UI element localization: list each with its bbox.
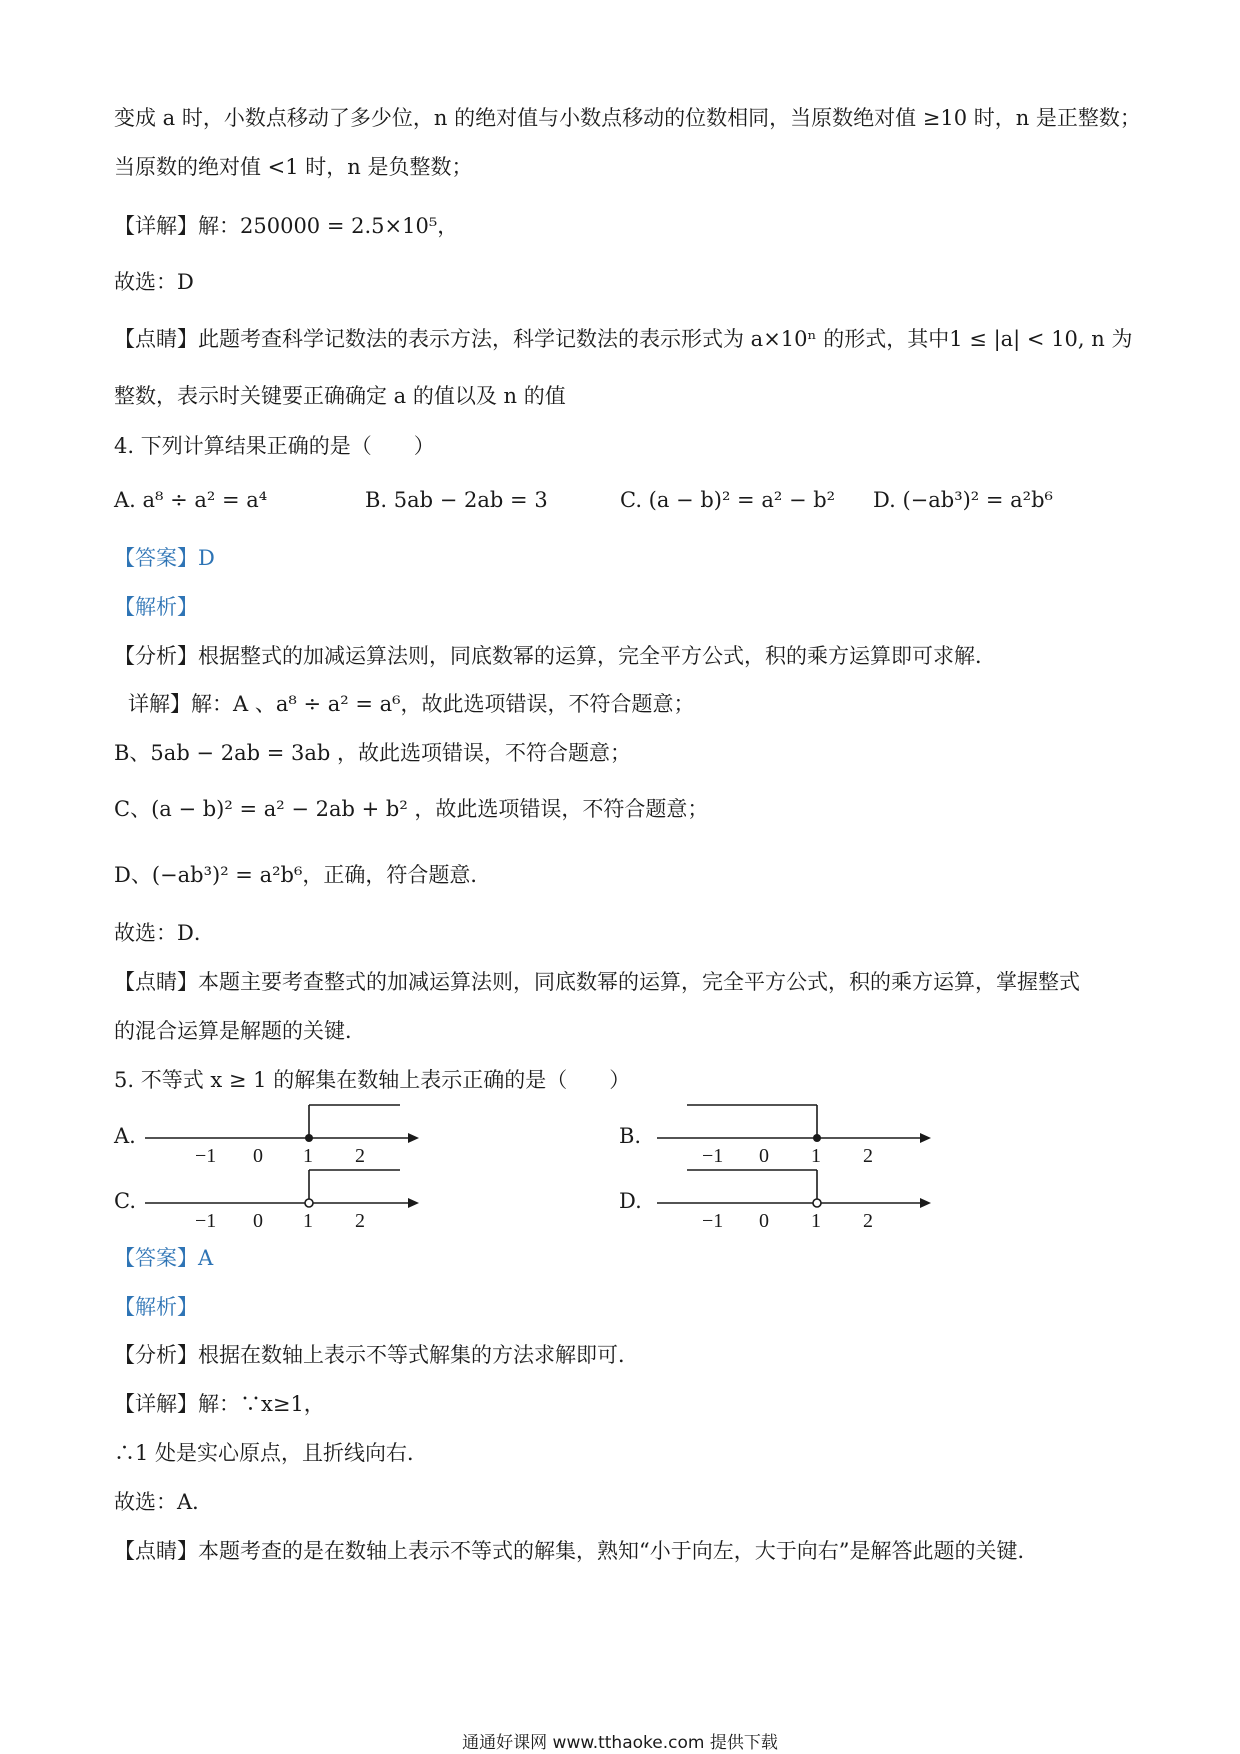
- question-5: 5. 不等式 x ≥ 1 的解集在数轴上表示正确的是（ ）: [114, 1068, 631, 1092]
- text-line: 故选：D．: [114, 921, 215, 945]
- text-line: 【点睛】此题考查科学记数法的表示方法，科学记数法的表示形式为 a×10ⁿ 的形式，其中1 ≤ |a| < 10, n 为: [114, 327, 1133, 351]
- tick-label: 0: [253, 1145, 263, 1167]
- text-line: 【分析】根据在数轴上表示不等式解集的方法求解即可．: [114, 1343, 639, 1367]
- text-line: 变成 a 时，小数点移动了多少位，n 的绝对值与小数点移动的位数相同，当原数绝对值 ≥10 时，n 是正整数；: [114, 106, 1141, 130]
- tick-label: 1: [303, 1210, 313, 1232]
- text-line: B、5ab − 2ab = 3ab ，故此选项错误，不符合题意；: [114, 741, 631, 765]
- text-line: 【点睛】本题考查的是在数轴上表示不等式的解集，熟知“小于向左，大于向右”是解答此题的关键．: [114, 1539, 1039, 1563]
- tick-label: 1: [811, 1210, 821, 1232]
- tick-label: −1: [195, 1210, 217, 1232]
- tick-label: −1: [195, 1145, 217, 1167]
- number-line-d: [652, 1165, 942, 1232]
- tick-label: 2: [355, 1210, 365, 1232]
- tick-label: 1: [303, 1145, 313, 1167]
- q4-option-d: D. (−ab³)² = a²b⁶: [873, 488, 1053, 512]
- question-4: 4. 下列计算结果正确的是（ ）: [114, 434, 435, 458]
- answer-label: 【答案】A: [114, 1246, 214, 1270]
- tick-label: 0: [759, 1145, 769, 1167]
- text-line: 整数，表示时关键要正确确定 a 的值以及 n 的值: [114, 384, 566, 408]
- number-line-a: [140, 1100, 430, 1167]
- text-line: C、(a − b)² = a² − 2ab + b² ，故此选项错误，不符合题意；: [114, 797, 709, 821]
- q5-option-a-label: A.: [114, 1124, 136, 1148]
- text-line: 故选：A．: [114, 1490, 214, 1514]
- text-line: 【详解】解：∵x≥1，: [114, 1392, 325, 1416]
- answer-label: 【答案】D: [114, 546, 215, 570]
- tick-label: 0: [759, 1210, 769, 1232]
- number-line-b: [652, 1100, 942, 1167]
- text-line: 【详解】解：250000 = 2.5×10⁵，: [114, 214, 459, 238]
- tick-label: −1: [702, 1210, 724, 1232]
- analysis-label: 【解析】: [114, 595, 198, 619]
- tick-label: 2: [863, 1145, 873, 1167]
- tick-label: −1: [702, 1145, 724, 1167]
- q5-option-c-label: C.: [114, 1189, 136, 1213]
- text-line: 【分析】根据整式的加减运算法则，同底数幂的运算，完全平方公式，积的乘方运算即可求解．: [114, 644, 996, 668]
- tick-label: 0: [253, 1210, 263, 1232]
- text-line: ∴1 处是实心原点，且折线向右．: [114, 1441, 429, 1465]
- page-footer: 通通好课网 www.tthaoke.com 提供下载: [462, 1733, 778, 1753]
- text-line: 的混合运算是解题的关键．: [114, 1019, 366, 1043]
- text-line: 当原数的绝对值 <1 时，n 是负整数；: [114, 155, 473, 179]
- number-line-c: [140, 1165, 430, 1232]
- q4-option-b: B. 5ab − 2ab = 3: [365, 488, 548, 512]
- tick-label: 1: [811, 1145, 821, 1167]
- text-line: 详解】解：A 、a⁸ ÷ a² = a⁶，故此选项错误，不符合题意；: [128, 692, 695, 716]
- q4-option-c: C. (a − b)² = a² − b²: [620, 488, 836, 512]
- q5-option-b-label: B.: [619, 1124, 642, 1148]
- text-line: 故选：D: [114, 270, 194, 294]
- tick-label: 2: [863, 1210, 873, 1232]
- q4-option-a: A. a⁸ ÷ a² = a⁴: [114, 488, 268, 512]
- text-line: D、(−ab³)² = a²b⁶，正确，符合题意．: [114, 863, 492, 887]
- analysis-label: 【解析】: [114, 1295, 198, 1319]
- tick-label: 2: [355, 1145, 365, 1167]
- q5-option-d-label: D.: [619, 1189, 642, 1213]
- text-line: 【点睛】本题主要考查整式的加减运算法则，同底数幂的运算，完全平方公式，积的乘方运算，掌握整式: [114, 970, 1080, 994]
